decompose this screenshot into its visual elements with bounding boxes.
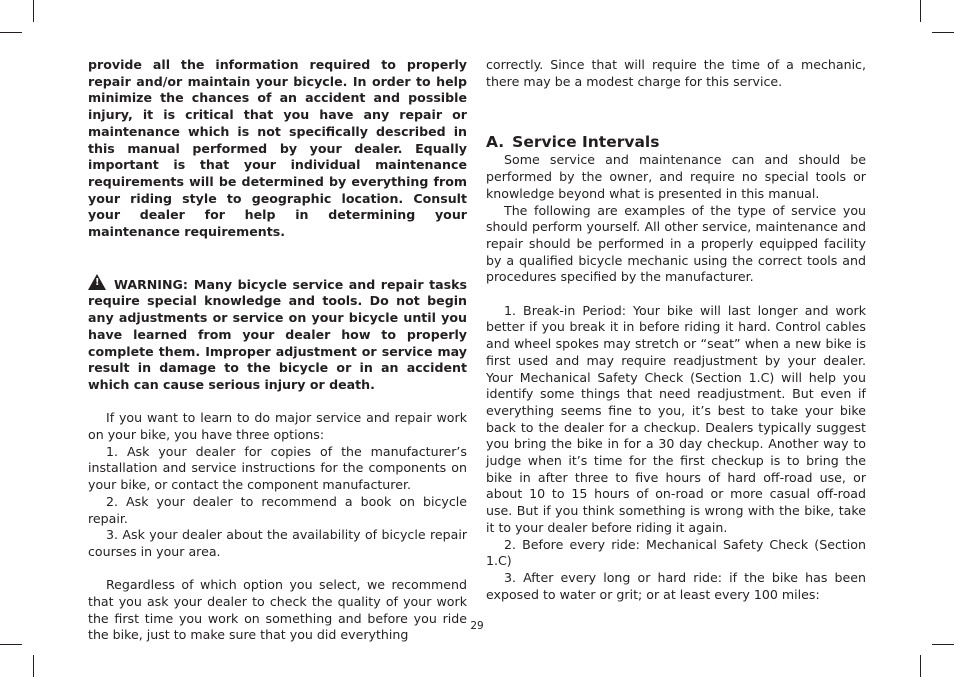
crop-mark: [932, 32, 954, 33]
warning-label: WARNING:: [114, 276, 188, 292]
crop-mark: [33, 0, 34, 22]
interval-item-3: 3. After every long or hard ride: if the bike has been exposed to water or grit; or at least every 100 miles:: [486, 569, 866, 602]
recommend-paragraph: Regardless of which option you select, we recommend that you ask your dealer to check the quality of your work the first time you work on something and before you ride the bike, just to make sure that you did everything: [88, 577, 467, 643]
crop-mark: [33, 655, 34, 677]
option-1: 1. Ask your dealer for copies of the manufacturer’s installation and service instructions for the components on your bike, or contact the component manufacturer.: [88, 443, 467, 493]
section-letter: A.: [486, 133, 505, 152]
crop-mark: [0, 32, 22, 33]
interval-item-1: 1. Break-in Period: Your bike will last longer and work better if you break it in before riding it hard. Control cables and wheel spokes may stretch or “seat” when a new bike is first used and may require readjustment by your dealer. Your Mechanical Safety Check (Section 1.C) will help you identify some things that need readjustment. But even if everything seems fine to you, it’s best to take your bike back to the dealer for a checkup. Dealers typically suggest you bring the bike in for a 30 day checkup. Another way to judge when it’s time for the first checkup is to bring the bike in after three to five hours of hard off-road use, or about 10 to 15 hours of on-road or more casual off-road use. But if you think something is wrong with the bike, take it to your dealer before riding it again.: [486, 302, 866, 535]
crop-mark: [932, 644, 954, 645]
option-3: 3. Ask your dealer about the availability of bicycle repair courses in your area.: [88, 527, 467, 559]
crop-mark: [920, 0, 921, 22]
service-paragraph-2: The following are examples of the type of service you should perform yourself. All other service, maintenance and repair should be performed in a properly equipped facility by a qualified bicycle mechanic using the correct tools and procedures specified by the manufacturer.: [486, 202, 866, 285]
right-column: [486, 57, 866, 603]
crop-mark: [920, 655, 921, 677]
option-2: 2. Ask your dealer to recommend a book on bicycle repair.: [88, 493, 467, 526]
service-paragraph-1: Some service and maintenance can and should be performed by the owner, and require no special tools or knowledge beyond what is presented in this manual.: [486, 152, 866, 201]
continuation-paragraph: correctly. Since that will require the time of a mechanic, there may be a modest charge for this service.: [486, 57, 866, 89]
crop-mark: [0, 644, 22, 645]
interval-item-2: 2. Before every ride: Mechanical Safety Check (Section 1.C): [486, 536, 866, 569]
left-column: [88, 57, 467, 644]
section-heading: [486, 132, 866, 152]
options-intro: If you want to learn to do major service and repair work on your bike, you have three options:: [88, 410, 467, 443]
intro-paragraph: provide all the information required to properly repair and/or maintain your bicycle. In order to help minimize the chances of an accident and possible injury, it is critical that you have any repair or maintenance which is not specifically described in this manual performed by your dealer. Equally important is that your individual maintenance requirements will be determined by everything from your riding style to geographic location. Consult your dealer for help in determining your maintenance requirements.: [88, 57, 467, 240]
warning-text: Many bicycle service and repair tasks require special knowledge and tools. Do not begin any adjustments or service on your bicycle until you have learned from your dealer how to properly complete them. Improper adjustment or service may result in damage to the bicycle or in an accident which can cause serious injury or death.: [88, 276, 467, 392]
page-number: 29: [470, 620, 484, 632]
warning-paragraph: [88, 274, 467, 394]
section-title: Service Intervals: [512, 133, 660, 152]
warning-triangle-icon: !: [88, 274, 106, 290]
